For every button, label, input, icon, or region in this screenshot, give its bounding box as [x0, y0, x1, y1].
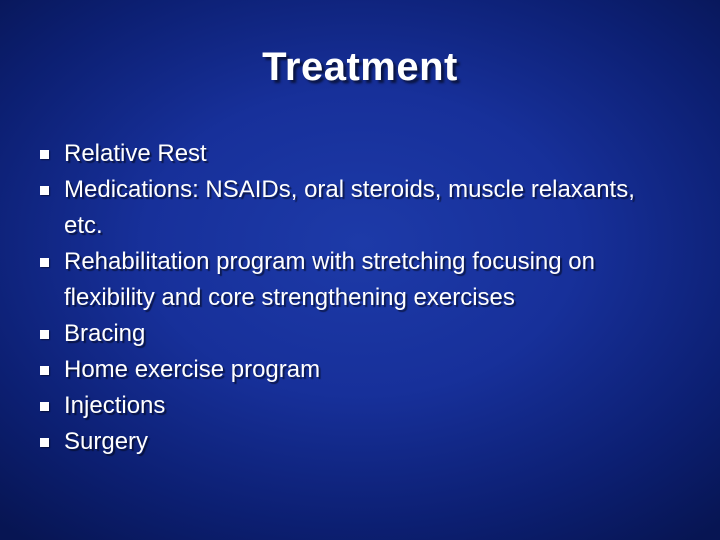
bullet-list	[36, 136, 676, 460]
bullet-text: Relative Rest	[64, 140, 207, 167]
square-bullet-icon	[40, 330, 49, 339]
bullet-text: Injections	[64, 392, 166, 419]
square-bullet-icon	[40, 402, 49, 411]
bullet-text: Bracing	[64, 320, 146, 347]
square-bullet-icon	[40, 366, 49, 375]
square-bullet-icon	[40, 150, 49, 159]
bullet-item	[36, 172, 676, 244]
square-bullet-icon	[40, 186, 49, 195]
square-bullet-icon	[40, 258, 49, 267]
bullet-item	[36, 136, 676, 172]
bullet-item	[36, 388, 676, 424]
bullet-text: Medications: NSAIDs, oral steroids, muscle relaxants, etc.	[64, 176, 635, 239]
slide-title: Treatment	[262, 45, 458, 89]
bullet-text: Rehabilitation program with stretching focusing on flexibility and core strengthening exercises	[64, 248, 595, 311]
bullet-text: Home exercise program	[64, 356, 321, 383]
bullet-item	[36, 316, 676, 352]
bullet-text: Surgery	[64, 428, 149, 455]
bullet-item	[36, 352, 676, 388]
bullet-item	[36, 244, 676, 316]
square-bullet-icon	[40, 438, 49, 447]
bullet-item	[36, 424, 676, 460]
